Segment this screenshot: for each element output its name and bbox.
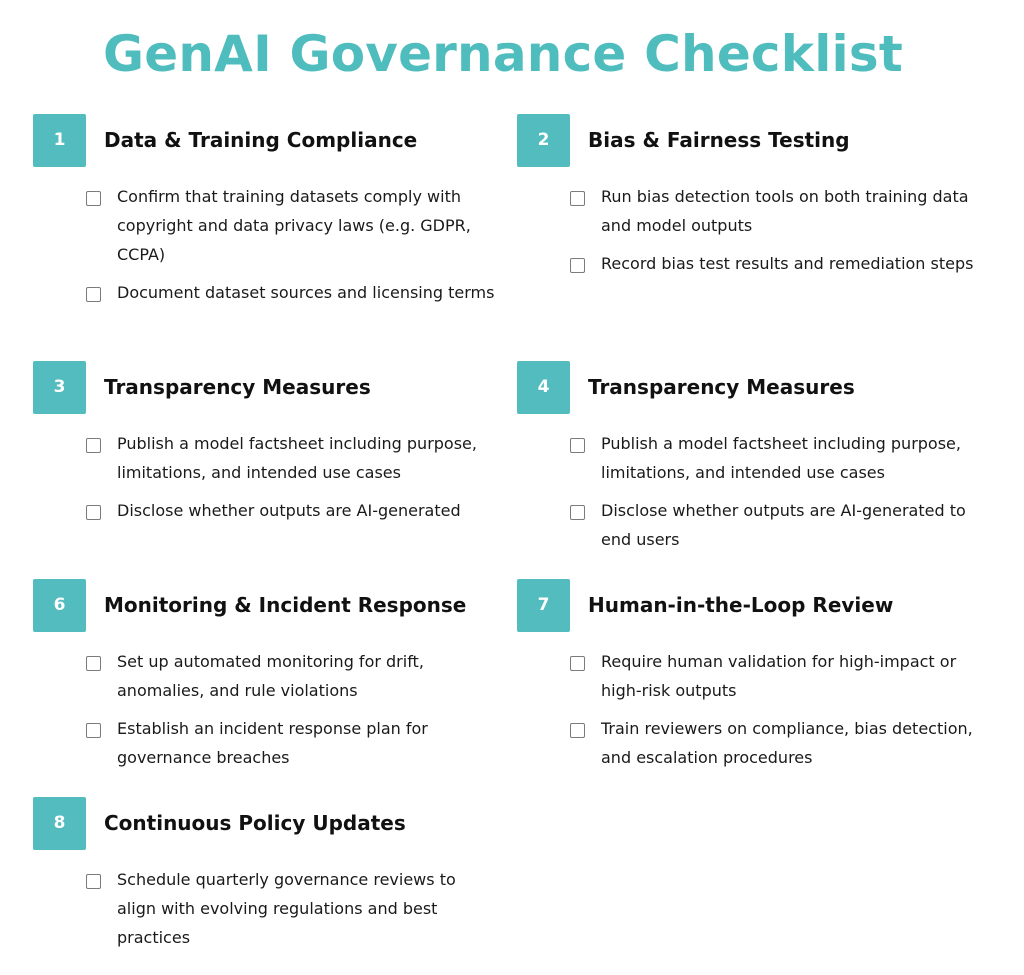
checklist-item — [86, 647, 496, 705]
section-header — [517, 579, 987, 633]
checklist-item-text: Require human validation for high-impact or high-risk outputs — [601, 652, 957, 700]
checklist-section-policy-updates — [33, 797, 503, 947]
section-header — [33, 114, 503, 168]
checklist-item-text: Disclose whether outputs are AI-generated — [117, 501, 461, 520]
checklist-item-text: Schedule quarterly governance reviews to align with evolving regulations and best practices — [117, 870, 456, 947]
checklist-item — [86, 429, 496, 487]
page-title: GenAI Governance Checklist — [103, 25, 903, 83]
section-number-badge: 4 — [517, 361, 570, 414]
checklist-section-monitoring — [33, 579, 503, 767]
checkbox[interactable] — [570, 191, 585, 206]
checklist-item-text: Run bias detection tools on both training data and model outputs — [601, 187, 969, 235]
checkbox[interactable] — [86, 723, 101, 738]
checklist-items — [570, 182, 980, 287]
checklist-item — [570, 182, 980, 240]
checklist-item — [86, 278, 496, 307]
checkbox[interactable] — [86, 438, 101, 453]
checkbox[interactable] — [570, 723, 585, 738]
checklist-item — [86, 496, 496, 525]
section-header — [33, 361, 503, 415]
section-header — [517, 114, 987, 168]
checklist-items — [86, 647, 496, 781]
checklist-item — [570, 647, 980, 705]
checklist-section-bias-fairness — [517, 114, 987, 273]
checkbox[interactable] — [570, 656, 585, 671]
checklist-section-data-training — [33, 114, 503, 302]
checkbox[interactable] — [570, 505, 585, 520]
checkbox[interactable] — [86, 505, 101, 520]
checkbox[interactable] — [86, 287, 101, 302]
section-number-badge: 7 — [517, 579, 570, 632]
checklist-item — [570, 249, 980, 278]
checklist-item-text: Confirm that training datasets comply with copyright and data privacy laws (e.g. GDPR, CCPA) — [117, 187, 471, 264]
checklist-item-text: Publish a model factsheet including purpose, limitations, and intended use cases — [117, 434, 477, 482]
checklist-section-human-review — [517, 579, 987, 767]
checklist-item-text: Publish a model factsheet including purpose, limitations, and intended use cases — [601, 434, 961, 482]
checklist-items — [570, 429, 980, 563]
checklist-items — [86, 429, 496, 534]
checklist-item — [570, 496, 980, 554]
section-title: Human-in-the-Loop Review — [588, 593, 894, 617]
checklist-section-transparency-a — [33, 361, 503, 520]
checkbox[interactable] — [86, 656, 101, 671]
section-number-badge: 2 — [517, 114, 570, 167]
checklist-item-text: Set up automated monitoring for drift, anomalies, and rule violations — [117, 652, 424, 700]
checkbox[interactable] — [86, 874, 101, 889]
checkbox[interactable] — [570, 438, 585, 453]
section-number-badge: 6 — [33, 579, 86, 632]
checklist-item-text: Establish an incident response plan for governance breaches — [117, 719, 428, 767]
checklist-item — [570, 714, 980, 772]
checkbox[interactable] — [86, 191, 101, 206]
section-number-badge: 8 — [33, 797, 86, 850]
section-header — [517, 361, 987, 415]
checklist-items — [86, 182, 496, 316]
section-title: Transparency Measures — [588, 375, 855, 399]
section-title: Continuous Policy Updates — [104, 811, 406, 835]
checklist-section-transparency-b — [517, 361, 987, 549]
checklist-item-text: Train reviewers on compliance, bias detection, and escalation procedures — [601, 719, 973, 767]
checklist-item — [86, 182, 496, 269]
section-title: Transparency Measures — [104, 375, 371, 399]
section-header — [33, 579, 503, 633]
section-title: Bias & Fairness Testing — [588, 128, 850, 152]
checklist-item-text: Disclose whether outputs are AI-generated to end users — [601, 501, 966, 549]
checkbox[interactable] — [570, 258, 585, 273]
section-header — [33, 797, 503, 851]
checklist-item — [86, 714, 496, 772]
section-number-badge: 3 — [33, 361, 86, 414]
checklist-item — [570, 429, 980, 487]
section-number-badge: 1 — [33, 114, 86, 167]
section-title: Data & Training Compliance — [104, 128, 418, 152]
checklist-item — [86, 865, 496, 952]
section-title: Monitoring & Incident Response — [104, 593, 467, 617]
checklist-item-text: Document dataset sources and licensing terms — [117, 283, 495, 302]
checklist-item-text: Record bias test results and remediation steps — [601, 254, 974, 273]
checklist-items — [86, 865, 496, 961]
checklist-items — [570, 647, 980, 781]
